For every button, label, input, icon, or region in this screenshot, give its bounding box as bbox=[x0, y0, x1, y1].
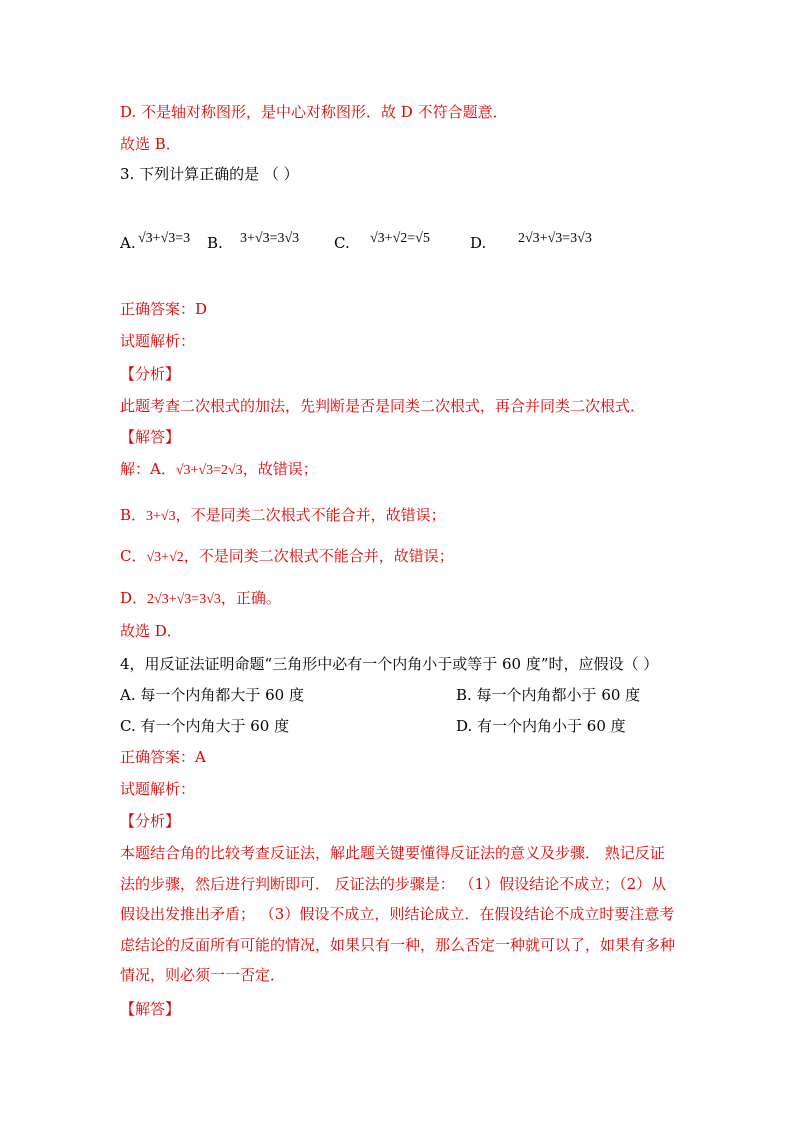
q3-solution-a-formula: √3+√3=2√3 bbox=[175, 463, 243, 478]
q3-solution-b-prefix: B． bbox=[120, 506, 147, 524]
q3-solution-a bbox=[120, 459, 318, 481]
q3-solution-a-suffix: ，故错误； bbox=[242, 460, 318, 478]
q4-option-b: B. 每一个内角都小于 60 度 bbox=[456, 686, 641, 704]
q3-option-d-formula: 2√3+√3=3√3 bbox=[518, 231, 592, 246]
q3-solution-c-formula: √3+√2 bbox=[146, 550, 184, 565]
q3-solution-c bbox=[120, 546, 454, 568]
q3-fenxi-tag: 【分析】 bbox=[120, 365, 181, 383]
q4-stem: 4，用反证法证明命题“三角形中必有一个内角小于或等于 60 度”时，应假设（ ） bbox=[120, 655, 659, 673]
q3-solution-b-formula: 3+√3 bbox=[146, 509, 176, 524]
q3-option-b-label: B. bbox=[207, 234, 223, 252]
q3-stem: 3. 下列计算正确的是 （ ） bbox=[120, 165, 299, 183]
q4-jieda-tag: 【解答】 bbox=[120, 1000, 181, 1018]
q3-jieda-tag: 【解答】 bbox=[120, 428, 181, 446]
q4-option-d: D. 有一个内角小于 60 度 bbox=[456, 717, 626, 735]
q3-conclusion: 故选 D． bbox=[120, 622, 182, 640]
q4-answer: 正确答案：A bbox=[120, 748, 206, 766]
q3-option-b-formula: 3+√3=3√3 bbox=[240, 231, 300, 246]
q3-solution-a-prefix: 解：A． bbox=[120, 460, 176, 478]
q2-conclusion: 故选 B． bbox=[120, 135, 181, 153]
q3-option-c-label: C. bbox=[334, 234, 350, 252]
q4-option-c: C. 有一个内角大于 60 度 bbox=[120, 717, 290, 735]
q4-fenxi-text: 本题结合角的比较考查反证法，解此题关键要懂得反证法的意义及步骤． 熟记反证法的步骤，然后进行判断即可． 反证法的步骤是： （1）假设结论不成立；（2）从假设出发推出矛盾； （3）假设不成立，则结论成立．在假设结论不成立时要注意考虑结论的反面所有可能的情况，如果只有一种，那么否定一种就可以了，如果有多种情况，则必须一一否定． bbox=[120, 844, 676, 984]
q4-option-a: A. 每一个内角都大于 60 度 bbox=[120, 686, 304, 704]
q3-option-d-label: D. bbox=[470, 234, 487, 252]
q3-option-a-formula: √3+√3=3 bbox=[138, 231, 191, 246]
q3-solution-b-suffix: ，不是同类二次根式不能合并，故错误； bbox=[175, 506, 446, 524]
q3-solution-b bbox=[120, 505, 446, 527]
q3-solution-d-suffix: ，正确。 bbox=[220, 589, 281, 607]
q3-solution-d bbox=[120, 588, 281, 610]
q3-solution-d-prefix: D． bbox=[120, 589, 148, 607]
q3-analysis-title: 试题解析： bbox=[120, 332, 196, 350]
q3-option-c-formula: √3+√2=√5 bbox=[370, 231, 430, 246]
q3-solution-c-prefix: C． bbox=[120, 547, 147, 565]
q3-answer: 正确答案：D bbox=[120, 300, 208, 318]
q3-option-a-label: A. bbox=[120, 234, 136, 252]
q3-solution-d-formula: 2√3+√3=3√3 bbox=[147, 592, 221, 607]
q3-solution-c-suffix: ，不是同类二次根式不能合并，故错误； bbox=[183, 547, 454, 565]
q3-fenxi-text: 此题考查二次根式的加法，先判断是否是同类二次根式，再合并同类二次根式． bbox=[120, 397, 646, 415]
q4-fenxi-tag: 【分析】 bbox=[120, 812, 181, 830]
q4-analysis-title: 试题解析： bbox=[120, 780, 196, 798]
q2-option-d-explanation: D. 不是轴对称图形，是中心对称图形．故 D 不符合题意． bbox=[120, 103, 508, 121]
